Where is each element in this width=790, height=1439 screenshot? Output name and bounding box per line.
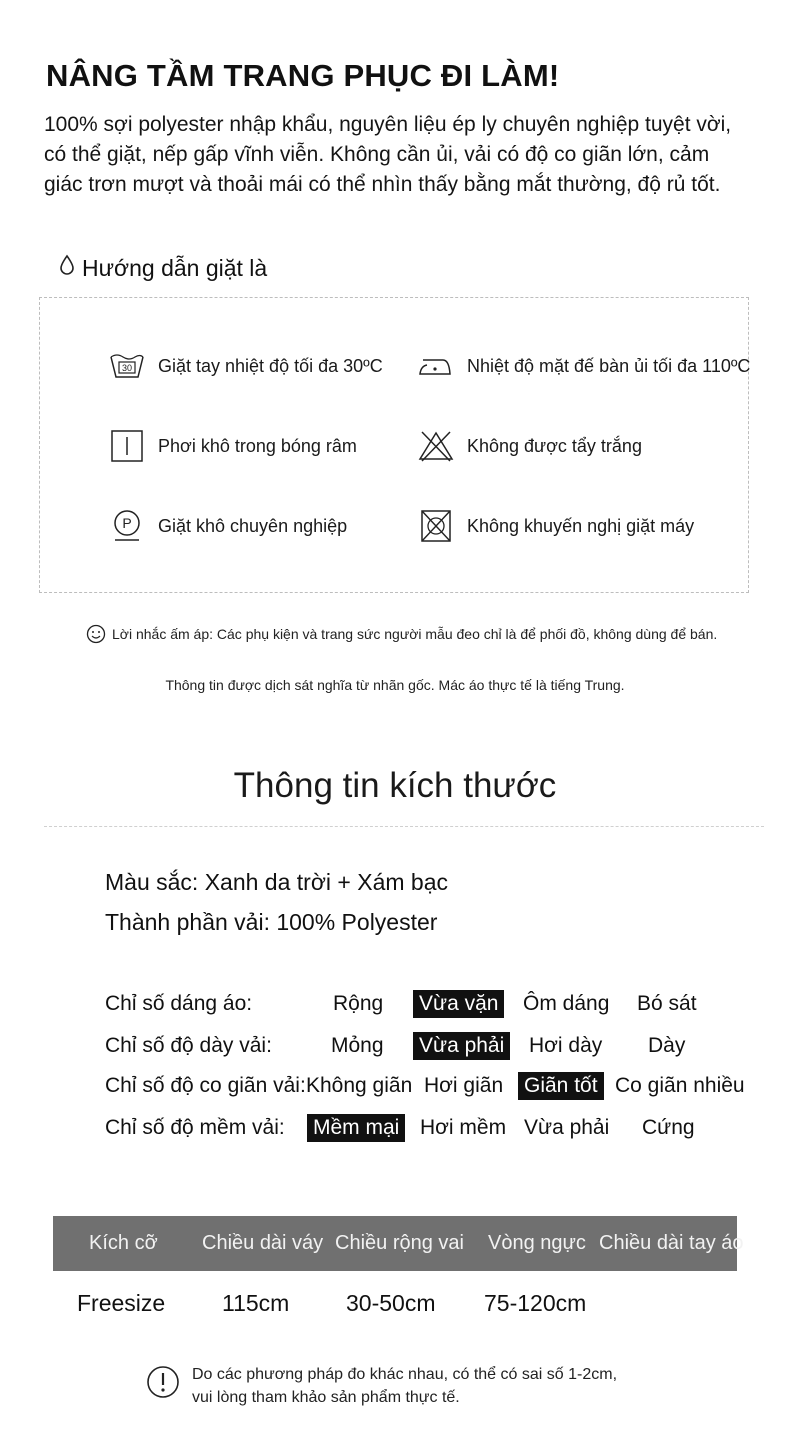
care-item-iron bbox=[417, 349, 750, 383]
softness-option: Hơi mềm bbox=[420, 1116, 507, 1139]
color-info: Màu sắc: Xanh da trời + Xám bạc bbox=[105, 869, 449, 895]
table-cell-size: Freesize bbox=[77, 1290, 166, 1316]
care-label-no-machine-wash: Không khuyến nghị giặt máy bbox=[467, 515, 695, 536]
care-label-iron: Nhiệt độ mặt đế bàn ủi tối đa 110ºC bbox=[467, 355, 751, 376]
professional-dry-clean-icon bbox=[108, 509, 146, 543]
thickness-option-selected: Vừa phải bbox=[413, 1032, 510, 1060]
fit-option-selected: Vừa vặn bbox=[413, 990, 504, 1018]
fit-option: Ôm dáng bbox=[523, 992, 610, 1015]
size-info-title: Thông tin kích thước bbox=[233, 766, 557, 805]
thickness-option: Hơi dày bbox=[529, 1034, 603, 1057]
hand-wash-30-icon bbox=[108, 349, 146, 383]
reminder-text: Lời nhắc ấm áp: Các phụ kiện và trang sức người mẫu đeo chỉ là để phối đồ, không dùng để bán. bbox=[112, 626, 718, 642]
col-header-sleeve-length: Chiều dài tay áo bbox=[599, 1232, 744, 1254]
care-label-dry-clean: Giặt khô chuyên nghiệp bbox=[158, 515, 348, 536]
care-label-hand-wash: Giặt tay nhiệt độ tối đa 30ºC bbox=[158, 355, 383, 376]
product-description: 100% sợi polyester nhập khẩu, nguyên liệu ép ly chuyên nghiệp tuyệt vời, có thể giặt, nếp gấp vĩnh viễn. Không cần ủi, vải có độ co giãn lớn, cảm giác trơn mượt và thoải mái có thể nhìn thấy bằng mắt thường, độ rủ tốt. bbox=[44, 113, 732, 196]
measurement-warning bbox=[146, 1363, 617, 1409]
care-item-no-bleach bbox=[417, 429, 642, 463]
reminder-note bbox=[86, 624, 717, 644]
thickness-option: Dày bbox=[648, 1034, 686, 1057]
care-item-dry-shade bbox=[108, 429, 357, 463]
stretch-option: Không giãn bbox=[306, 1074, 413, 1097]
material-info: Thành phần vải: 100% Polyester bbox=[105, 909, 438, 935]
col-header-bust: Vòng ngực bbox=[488, 1232, 586, 1254]
fit-index-label: Chỉ số dáng áo: bbox=[105, 992, 253, 1015]
table-cell-dress-length: 115cm bbox=[222, 1290, 290, 1316]
do-not-bleach-icon bbox=[417, 429, 455, 463]
softness-option: Cứng bbox=[642, 1116, 695, 1139]
svg-text:30: 30 bbox=[121, 363, 133, 373]
section-divider bbox=[44, 826, 764, 827]
stretch-option-selected: Giãn tốt bbox=[518, 1072, 604, 1100]
col-header-size: Kích cỡ bbox=[89, 1232, 158, 1254]
warning-text bbox=[192, 1363, 617, 1409]
care-item-hand-wash bbox=[108, 349, 383, 383]
iron-icon bbox=[417, 349, 455, 383]
stretch-option: Hơi giãn bbox=[424, 1074, 504, 1097]
col-header-shoulder-width: Chiều rộng vai bbox=[335, 1232, 464, 1254]
care-item-dry-clean bbox=[108, 509, 347, 543]
care-guide-heading bbox=[58, 254, 267, 282]
care-item-no-machine-wash bbox=[417, 509, 694, 543]
care-guide-title: Hướng dẫn giặt là bbox=[82, 254, 268, 281]
translation-note bbox=[0, 677, 790, 693]
stretch-option: Co giãn nhiều bbox=[615, 1074, 745, 1097]
exclamation-icon bbox=[146, 1365, 180, 1404]
translation-text: Thông tin được dịch sát nghĩa từ nhãn gốc. Mác áo thực tế là tiếng Trung. bbox=[165, 677, 625, 693]
svg-text:P: P bbox=[122, 515, 132, 531]
page-title: NÂNG TẦM TRANG PHỤC ĐI LÀM! bbox=[46, 58, 560, 93]
softness-index-label: Chỉ số độ mềm vải: bbox=[105, 1116, 285, 1139]
table-cell-bust: 75-120cm bbox=[484, 1290, 587, 1316]
fit-option: Rộng bbox=[333, 992, 384, 1015]
dry-in-shade-icon bbox=[108, 429, 146, 463]
softness-option: Vừa phải bbox=[524, 1116, 610, 1139]
table-cell-shoulder-width: 30-50cm bbox=[346, 1290, 436, 1316]
stretch-index-label: Chỉ số độ co giãn vải: bbox=[105, 1074, 306, 1097]
softness-option-selected: Mềm mại bbox=[307, 1114, 405, 1142]
thickness-index-label: Chỉ số độ dày vải: bbox=[105, 1034, 272, 1057]
no-machine-wash-icon bbox=[417, 509, 455, 543]
care-label-dry-shade: Phơi khô trong bóng râm bbox=[158, 435, 357, 456]
col-header-dress-length: Chiều dài váy bbox=[202, 1232, 324, 1254]
care-label-no-bleach: Không được tẩy trắng bbox=[467, 435, 642, 456]
warning-line: Do các phương pháp đo khác nhau, có thể có sai số 1-2cm, bbox=[192, 1366, 618, 1383]
warning-line: vui lòng tham khảo sản phẩm thực tế. bbox=[192, 1389, 460, 1406]
smiley-icon bbox=[86, 624, 106, 644]
fit-option: Bó sát bbox=[637, 992, 697, 1015]
water-drop-icon bbox=[58, 254, 76, 282]
thickness-option: Mỏng bbox=[331, 1034, 384, 1057]
